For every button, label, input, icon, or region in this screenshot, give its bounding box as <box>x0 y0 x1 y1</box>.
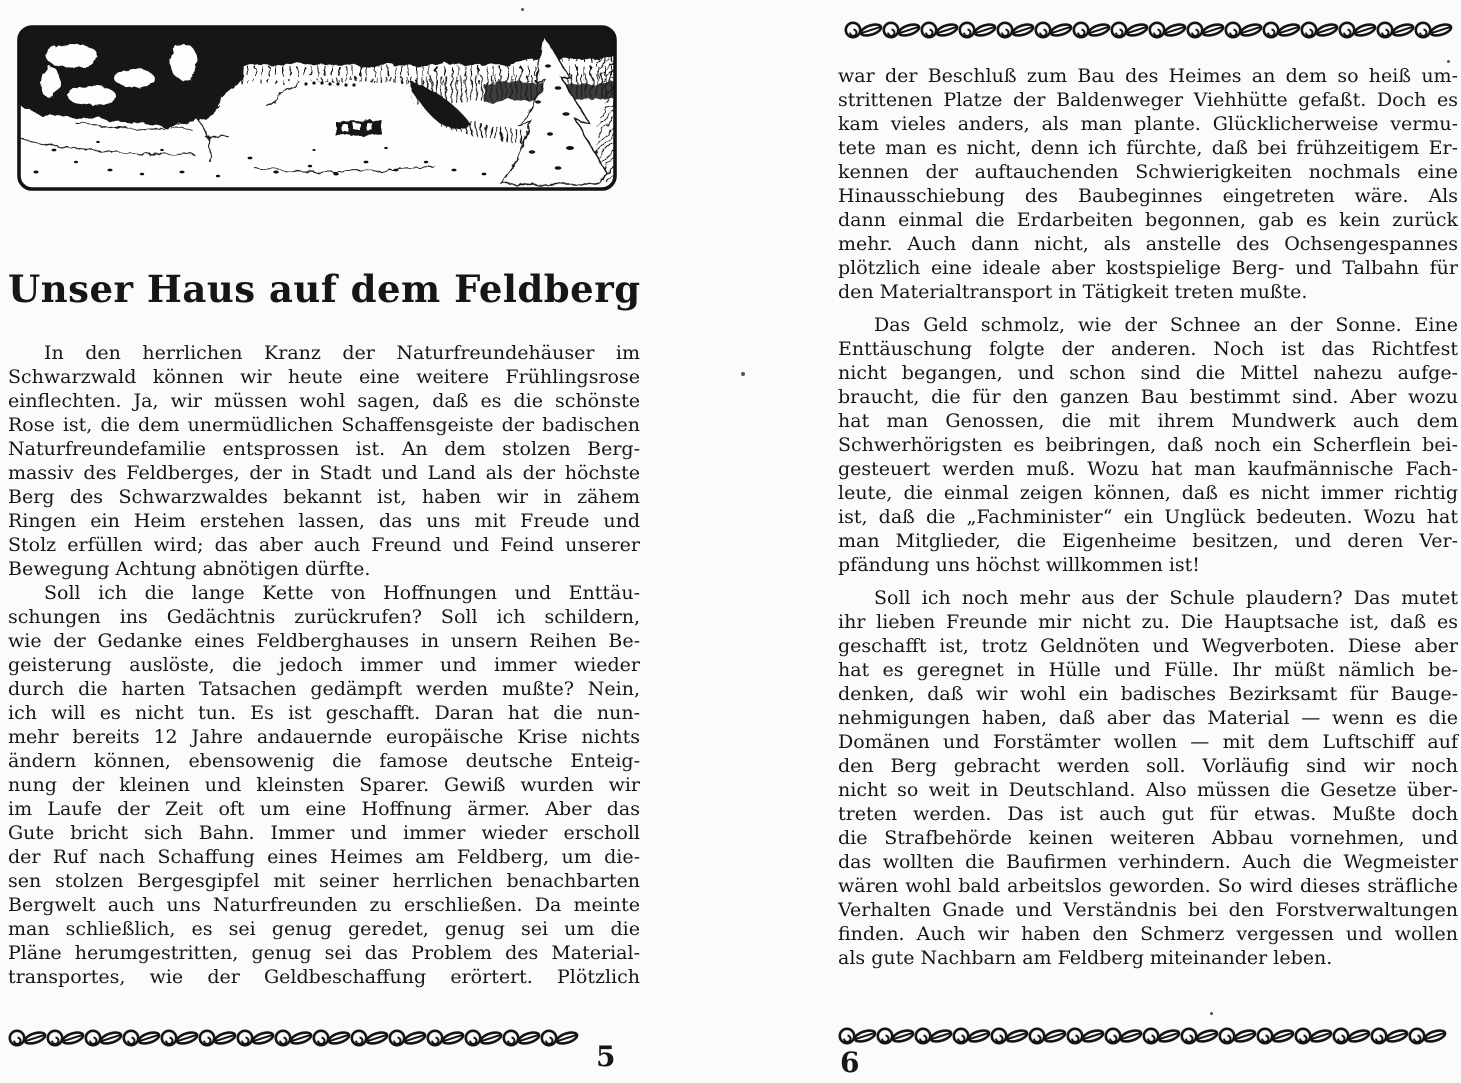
text-line: finden. Auch wir haben den Schmerz vergessen und wollen <box>838 923 1458 945</box>
text-line: Stolz erfüllen wird; das aber auch Freund und Feind unserer <box>8 534 640 556</box>
paragraph <box>838 586 1458 970</box>
text-line: sen stolzen Bergesgipfel mit seiner herrlichen benachbarten <box>8 870 640 892</box>
text-line: Das Geld schmolz, wie der Schnee an der Sonne. Eine <box>874 314 1458 336</box>
text-line: Gute bricht sich Bahn. Immer und immer wieder erscholl <box>8 822 640 844</box>
text-line: transportes, wie der Geldbeschaffung erörtert. Plötzlich <box>8 966 640 988</box>
page-right <box>838 0 1460 1083</box>
text-line: geisterung auslöste, die jedoch immer und immer wieder <box>8 654 640 676</box>
text-line: den Materialtransport in Tätigkeit treten mußte. <box>838 281 1308 303</box>
scan-speck <box>521 8 524 11</box>
page-number-right: 6 <box>840 1046 860 1079</box>
article-title: Unser Haus auf dem Feldberg <box>8 267 641 311</box>
text-line: gesteuert werden muß. Wozu hat man kaufmännische Fach- <box>838 458 1458 480</box>
text-line: die Strafbehörde keinen weiteren Abbau vornehmen, und <box>838 827 1458 849</box>
text-line: geschafft ist, trotz Geldnöten und Wegverboten. Diese aber <box>838 635 1458 657</box>
text-line: Naturfreundefamilie entsprossen ist. An dem stolzen Berg- <box>8 438 640 460</box>
paragraph <box>838 313 1458 577</box>
text-line: Soll ich noch mehr aus der Schule plaudern? Das mutet <box>874 587 1458 609</box>
text-line: Ringen ein Heim erstehen lassen, das uns mit Freude und <box>8 510 640 532</box>
article-body-left <box>8 341 640 989</box>
text-line: strittenen Platze der Baldenweger Viehhütte gefaßt. Doch es <box>838 89 1458 111</box>
text-line: Hinausschiebung des Baubeginnes eingetreten wäre. Als <box>838 185 1458 207</box>
scroll-chain-ornament <box>8 1026 580 1050</box>
text-line: den Berg gebracht werden soll. Vorläufig sind wir noch <box>838 755 1458 777</box>
text-line: leute, die einmal zeigen können, daß es nicht immer richtig <box>838 482 1458 504</box>
text-line: braucht, die für den ganzen Bau bestimmt sind. Aber wozu <box>838 386 1458 408</box>
text-line: der Ruf nach Schaffung eines Heimes am Feldberg, um die- <box>8 846 640 868</box>
text-line: einflechten. Ja, wir müssen wohl sagen, daß es die schönste <box>8 390 640 412</box>
text-line: Rose ist, die dem unermüdlichen Schaffensgeiste der badischen <box>8 414 640 436</box>
text-line: massiv des Feldberges, der in Stadt und Land als der höchste <box>8 462 640 484</box>
text-line: nicht begangen, und schon sind die Mittel nahezu aufge- <box>838 362 1458 384</box>
text-line: als gute Nachbarn am Feldberg miteinander leben. <box>838 947 1333 969</box>
text-line: denken, daß wir wohl ein badisches Bezirksamt für Bauge- <box>838 683 1458 705</box>
paragraph <box>838 64 1458 304</box>
text-line: hat es geregnet in Hülle und Fülle. Ihr müßt nämlich be- <box>838 659 1458 681</box>
text-line: wie der Gedanke eines Feldberghauses in unsern Reihen Be- <box>8 630 640 652</box>
scan-speck <box>1447 60 1450 63</box>
page-number-left: 5 <box>596 1040 616 1073</box>
text-line: ihr lieben Freunde mir nicht zu. Die Hauptsache ist, daß es <box>838 611 1458 633</box>
text-line: durch die harten Tatsachen gedämpft werden mußte? Nein, <box>8 678 640 700</box>
text-line: kennen der auftauchenden Schwierigkeiten nochmals eine <box>838 161 1458 183</box>
text-line: ich will es nicht tun. Es ist geschafft. Daran hat die nun- <box>8 702 640 724</box>
text-line: Soll ich die lange Kette von Hoffnungen und Enttäu- <box>44 582 640 604</box>
text-line: dann einmal die Erdarbeiten begonnen, gab es kein zurück <box>838 209 1458 231</box>
scroll-chain-ornament <box>844 18 1454 42</box>
text-line: mehr bereits 12 Jahre andauernde europäische Krise nichts <box>8 726 640 748</box>
text-line: schungen ins Gedächtnis zurückrufen? Soll ich schildern, <box>8 606 640 628</box>
text-line: Schwarzwald können wir heute eine weitere Frühlingsrose <box>8 366 640 388</box>
paragraph <box>8 581 640 989</box>
ornament-border-bottom-left <box>8 1026 580 1050</box>
text-line: das wollten die Baufirmen verhindern. Auch die Wegmeister <box>838 851 1458 873</box>
text-line: kam vieles anders, als man plante. Glücklicherweise vermu- <box>838 113 1458 135</box>
text-line: hat man Genossen, die mit ihrem Mundwerk auch dem <box>838 410 1458 432</box>
text-line: pfändung uns höchst willkommen ist! <box>838 554 1200 576</box>
text-line: tete man es nicht, denn ich fürchte, daß bei frühzeitigem Er- <box>838 137 1458 159</box>
text-line: mehr. Auch dann nicht, als anstelle des Ochsengespannes <box>838 233 1458 255</box>
text-line: Verhalten Gnade und Verständnis bei den Forstverwaltungen <box>838 899 1458 921</box>
text-line: In den herrlichen Kranz der Naturfreundehäuser im <box>44 342 640 364</box>
text-line: Domänen und Forstämter wollen — mit dem Luftschiff auf <box>838 731 1458 753</box>
page-left <box>8 0 640 1083</box>
paragraph <box>8 341 640 581</box>
text-line: Bewegung Achtung abnötigen dürfte. <box>8 558 371 580</box>
text-line: man Mitglieder, die Eigenheime besitzen, und deren Ver- <box>838 530 1458 552</box>
text-line: Bergwelt auch uns Naturfreunden zu erschließen. Da meinte <box>8 894 640 916</box>
text-line: nicht so weit in Deutschland. Also müssen die Gesetze über- <box>838 779 1458 801</box>
text-line: wären wohl bald arbeitslos geworden. So wird dieses sträfliche <box>838 875 1458 897</box>
ornament-border-top-right <box>844 18 1454 42</box>
text-line: nung der kleinen und kleinsten Sparer. Gewiß wurden wir <box>8 774 640 796</box>
scroll-chain-ornament <box>838 1024 1448 1048</box>
text-line: war der Beschluß zum Bau des Heimes an dem so heiß um- <box>838 65 1458 87</box>
text-line: Pläne herumgestritten, genug sei das Problem des Material- <box>8 942 640 964</box>
scan-speck <box>1210 1012 1213 1015</box>
text-line: nehmigungen haben, daß aber das Material — wenn es die <box>838 707 1458 729</box>
text-line: ändern können, ebensowenig die famose deutsche Enteig- <box>8 750 640 772</box>
winter-landscape-illustration <box>14 22 620 194</box>
text-line: treten werden. Das ist auch gut für etwas. Mußte doch <box>838 803 1458 825</box>
text-line: Schwerhörigsten es beibringen, daß noch ein Scherflein bei- <box>838 434 1458 456</box>
text-line: Berg des Schwarzwaldes bekannt ist, haben wir in zähem <box>8 486 640 508</box>
text-line: im Laufe der Zeit oft um eine Hoffnung ärmer. Aber das <box>8 798 640 820</box>
text-line: ist, daß die „Fachminister“ ein Unglück bedeuten. Wozu hat <box>838 506 1458 528</box>
ornament-border-bottom-right <box>838 1024 1448 1048</box>
snowy-farmhouse-drawing <box>14 22 620 194</box>
article-body-right <box>838 64 1458 979</box>
scan-speck <box>741 372 745 376</box>
text-line: plötzlich eine ideale aber kostspielige Berg- und Talbahn für <box>838 257 1458 279</box>
text-line: man schließlich, es sei genug geredet, genug sei um die <box>8 918 640 940</box>
text-line: Enttäuschung folgte der anderen. Noch ist das Richtfest <box>838 338 1458 360</box>
